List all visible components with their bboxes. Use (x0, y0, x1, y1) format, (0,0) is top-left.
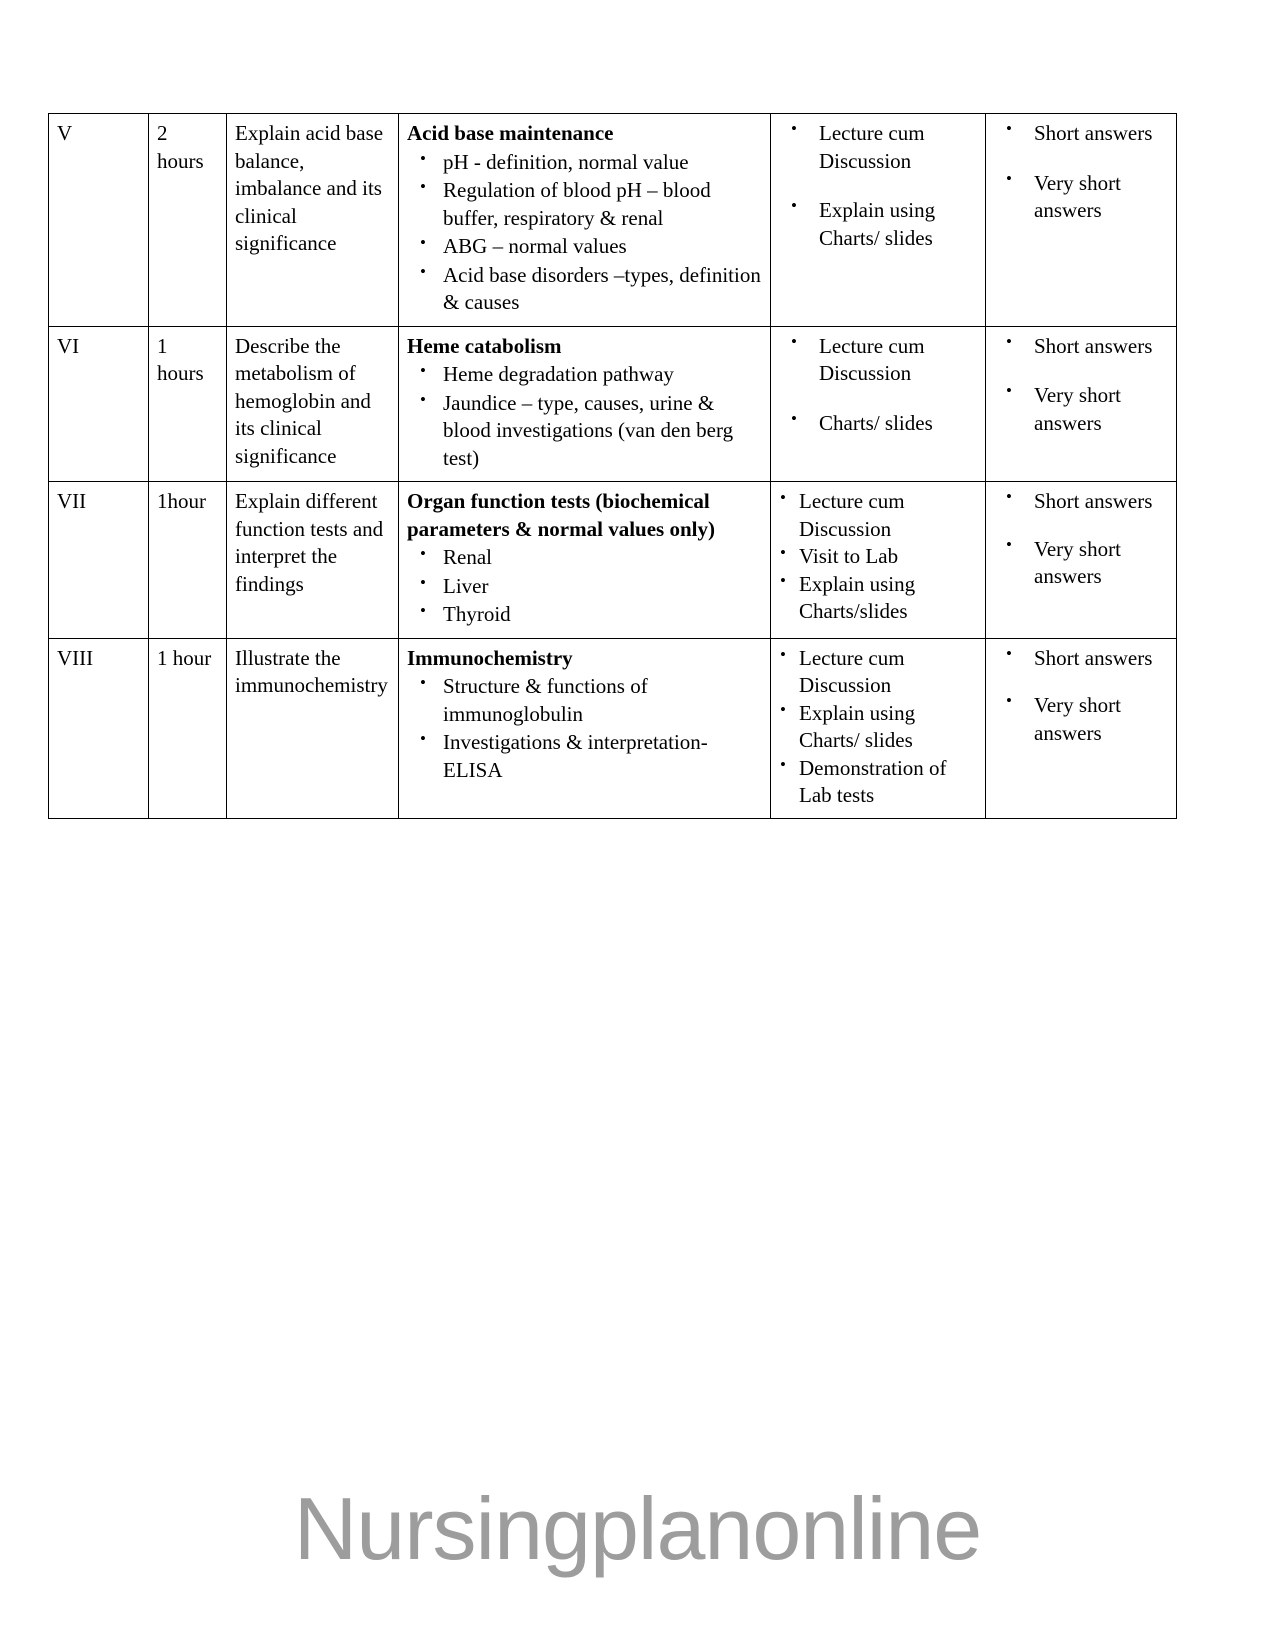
list-item: • Short answers (994, 120, 1168, 148)
time-allotted: 1hour (157, 489, 206, 513)
list-item: • Lecture cum Discussion (779, 488, 977, 543)
content-list (407, 149, 762, 317)
objective-text: Explain different function tests and interpret the findings (235, 489, 384, 596)
list-item: • Heme degradation pathway (407, 361, 762, 389)
list-item: • Very short answers (994, 536, 1168, 591)
cell-teaching-method (771, 326, 986, 482)
objective-text: Describe the metabolism of hemoglobin and its clinical significance (235, 333, 371, 468)
list-item: • Investigations & interpretation- ELISA (407, 729, 762, 784)
list-item: • Very short answers (994, 382, 1168, 437)
list-item: • Short answers (994, 333, 1168, 361)
cell-objective (227, 638, 399, 818)
list-item: • Demonstration of Lab tests (779, 755, 977, 810)
cell-teaching-method (771, 114, 986, 327)
teaching-list (779, 333, 977, 438)
cell-unit (49, 638, 149, 818)
syllabus-table (48, 113, 1177, 819)
list-item: • Liver (407, 573, 762, 601)
unit-number: V (57, 121, 73, 145)
table-row (49, 482, 1177, 639)
cell-unit (49, 482, 149, 639)
list-item: • Visit to Lab (779, 543, 977, 571)
assessment-list (994, 645, 1168, 748)
list-item: • Very short answers (994, 170, 1168, 225)
list-item: • Regulation of blood pH – blood buffer, respiratory & renal (407, 177, 762, 232)
list-item: • pH - definition, normal value (407, 149, 762, 177)
list-item: • Jaundice – type, causes, urine & blood investigations (van den berg test) (407, 390, 762, 473)
cell-time (149, 114, 227, 327)
content-list (407, 673, 762, 784)
assessment-list (994, 333, 1168, 438)
list-item: • Short answers (994, 645, 1168, 673)
content-list (407, 361, 762, 472)
cell-time (149, 326, 227, 482)
cell-objective (227, 482, 399, 639)
cell-objective (227, 114, 399, 327)
content-list (407, 544, 762, 629)
unit-number: VI (57, 333, 80, 358)
objective-text: Illustrate the immunochemistry (235, 645, 388, 697)
list-item: • Renal (407, 544, 762, 572)
unit-number: VII (57, 489, 87, 513)
objective-text: Explain acid base balance, imbalance and its clinical significance (235, 121, 384, 255)
teaching-list (779, 645, 977, 810)
time-allotted: 1 hours (157, 333, 204, 385)
teaching-list (779, 488, 977, 626)
content-heading: Organ function tests (biochemical parameters & normal values only) (407, 489, 715, 541)
cell-content (399, 114, 771, 327)
assessment-list (994, 120, 1168, 225)
time-allotted: 2 hours (157, 121, 204, 173)
content-heading: Immunochemistry (407, 645, 573, 670)
list-item: • Acid base disorders –types, definition & causes (407, 262, 762, 317)
content-heading: Acid base maintenance (407, 121, 614, 145)
list-item: • Structure & functions of immunoglobulin (407, 673, 762, 728)
table-row (49, 326, 1177, 482)
watermark-text: Nursingplanonline (293, 1479, 982, 1578)
time-allotted: 1 hour (157, 645, 212, 670)
cell-content (399, 326, 771, 482)
table-row (49, 638, 1177, 818)
cell-time (149, 638, 227, 818)
list-item: • Explain using Charts/ slides (779, 197, 977, 252)
list-item: • Explain using Charts/slides (779, 571, 977, 626)
cell-content (399, 638, 771, 818)
list-item: • Explain using Charts/ slides (779, 700, 977, 755)
list-item: • Very short answers (994, 692, 1168, 747)
cell-assessment (986, 326, 1177, 482)
cell-content (399, 482, 771, 639)
cell-assessment (986, 482, 1177, 639)
cell-time (149, 482, 227, 639)
cell-assessment (986, 638, 1177, 818)
list-item: • Lecture cum Discussion (779, 645, 977, 700)
cell-assessment (986, 114, 1177, 327)
teaching-list (779, 120, 977, 252)
list-item: • Thyroid (407, 601, 762, 629)
cell-objective (227, 326, 399, 482)
list-item: • ABG – normal values (407, 233, 762, 261)
table-row (49, 114, 1177, 327)
list-item: • Short answers (994, 488, 1168, 516)
list-item: • Lecture cum Discussion (779, 333, 977, 388)
cell-unit (49, 326, 149, 482)
list-item: • Charts/ slides (779, 410, 977, 438)
assessment-list (994, 488, 1168, 591)
unit-number: VIII (57, 645, 94, 670)
cell-teaching-method (771, 638, 986, 818)
cell-teaching-method (771, 482, 986, 639)
list-item: • Lecture cum Discussion (779, 120, 977, 175)
content-heading: Heme catabolism (407, 333, 562, 358)
cell-unit (49, 114, 149, 327)
